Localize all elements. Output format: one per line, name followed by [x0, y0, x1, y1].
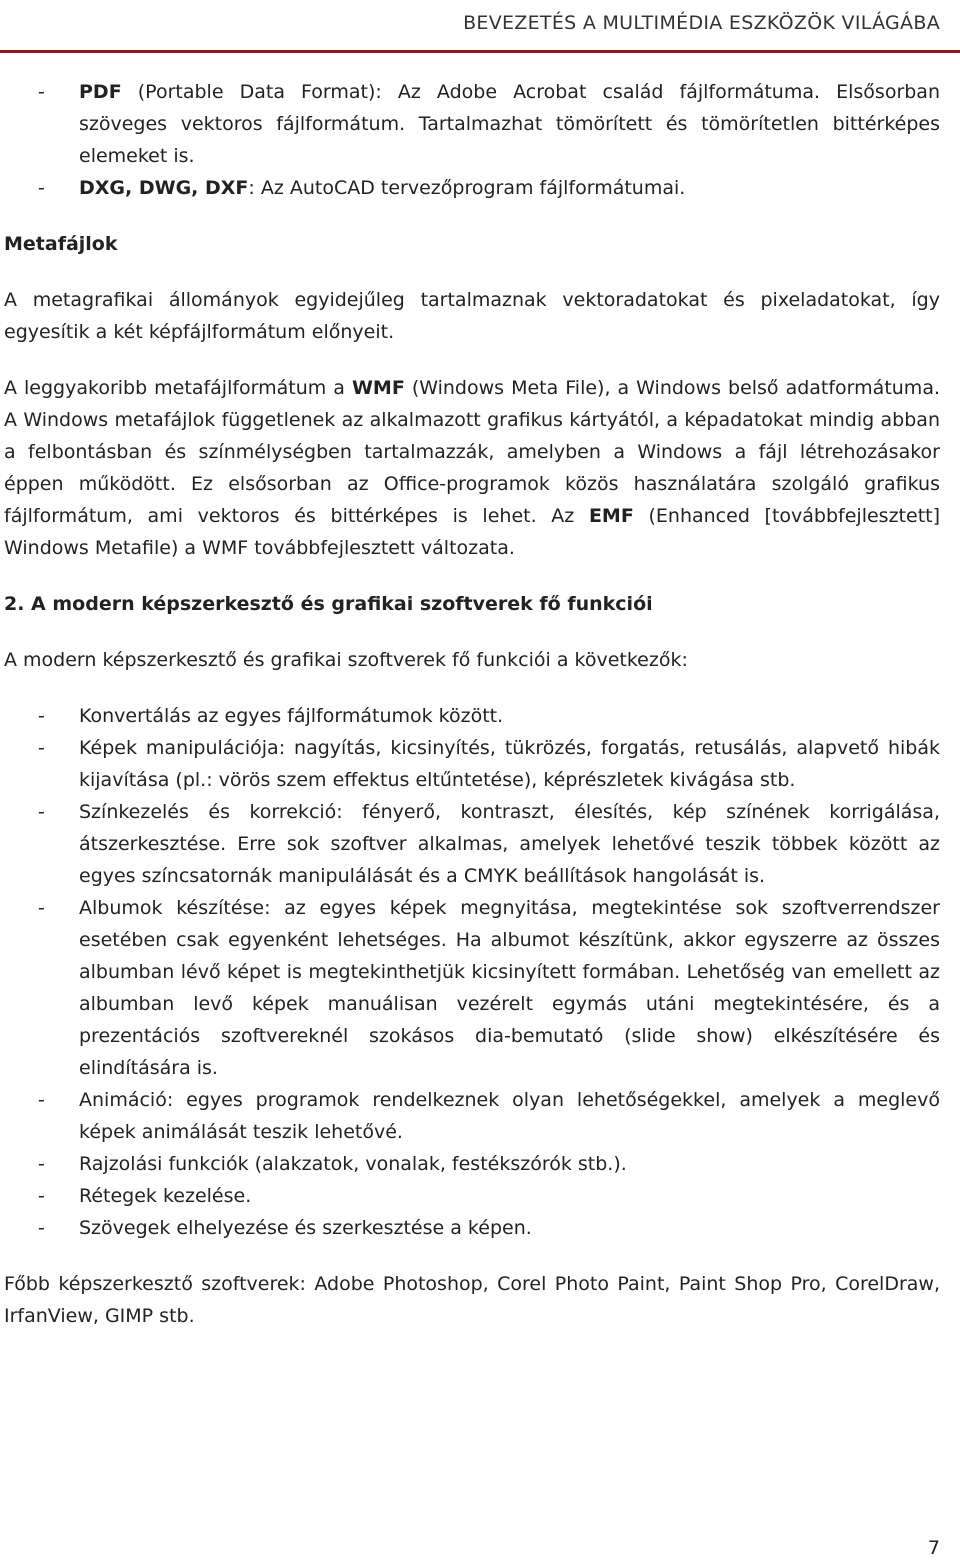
- functions-list: [4, 700, 940, 1244]
- list-item-term: PDF: [79, 81, 122, 103]
- page-content: [4, 76, 940, 1332]
- closing-paragraph: Főbb képszerkesztő szoftverek: Adobe Photoshop, Corel Photo Paint, Paint Shop Pro, CorelDraw, IrfanView, GIMP stb.: [4, 1273, 940, 1327]
- list-item-text: (Portable Data Format): Az Adobe Acrobat család fájlformátuma. Elsősorban szöveges vektoros fájlformátum. Tartalmazhat tömörített és tömörítetlen bittérképes elemeket is.: [79, 81, 940, 167]
- format-list: [4, 76, 940, 204]
- list-item: [4, 172, 940, 204]
- paragraph-text: (Enhanced [továbbfejlesztett] Windows Metafile) a WMF továbbfejlesztett változata.: [4, 505, 940, 559]
- list-item: - Színkezelés és korrekció: fényerő, kontraszt, élesítés, kép színének korrigálása, átszerkesztése. Erre sok szoftver alkalmas, amelyek lehetővé teszik többek között az egyes színcsatornák manipulálását és a CMYK beállítások hangolását is.: [4, 796, 940, 892]
- list-item: - Rétegek kezelése.: [4, 1180, 940, 1212]
- list-item-term: DXG, DWG, DXF: [79, 177, 249, 199]
- header-rule: [0, 50, 960, 53]
- list-item: - Konvertálás az egyes fájlformátumok között.: [4, 700, 940, 732]
- section-intro: A modern képszerkesztő és grafikai szoftverek fő funkciói a következők:: [4, 649, 688, 671]
- list-item-text: : Az AutoCAD tervezőprogram fájlformátumai.: [248, 177, 686, 199]
- list-item: - Animáció: egyes programok rendelkeznek olyan lehetőségekkel, amelyek a meglevő képek animálását teszik lehetővé.: [4, 1084, 940, 1148]
- metafajlok-paragraph-2: [4, 372, 940, 564]
- list-item: - Szövegek elhelyezése és szerkesztése a képen.: [4, 1212, 940, 1244]
- list-item: [4, 76, 940, 172]
- list-item: - Albumok készítése: az egyes képek megnyitása, megtekintése sok szoftverrendszer esetében csak egyenként lehetséges. Ha albumot készítünk, akkor egyszerre az összes albumban lévő képet is megtekinthetjük kicsinyített formában. Lehetőség van emellett az albumban levő képek manuálisan vezérelt egymás utáni megtekintésére, és a prezentációs szoftvereknél szokásos dia-bemutató (slide show) elkészítésére és elindítására is.: [4, 892, 940, 1084]
- paragraph-text: (Windows Meta File), a Windows belső adatformátuma. A Windows metafájlok függetlenek az alkalmazott grafikus kártyától, a képadatokat mindig abban a felbontásban és színmélységben tartalmazzák, amelyben a Windows a fájl létrehozásakor éppen működött. Ez elsősorban az Office-programok közös használatára szolgáló grafikus fájlformátum, ami vektoros és bittérképes is lehet. Az: [4, 377, 940, 527]
- running-header-title: BEVEZETÉS A MULTIMÉDIA ESZKÖZÖK VILÁGÁBA: [463, 12, 940, 34]
- list-item: - Képek manipulációja: nagyítás, kicsinyítés, tükrözés, forgatás, retusálás, alapvető hibák kijavítása (pl.: vörös szem effektus eltűntetése), képrészletek kivágása stb.: [4, 732, 940, 796]
- paragraph-text: A leggyakoribb metafájlformátum a: [4, 377, 352, 399]
- metafajlok-heading: Metafájlok: [4, 233, 118, 255]
- section-heading: 2. A modern képszerkesztő és grafikai szoftverek fő funkciói: [4, 593, 653, 615]
- page-number: 7: [927, 1537, 940, 1559]
- list-item: - Rajzolási funkciók (alakzatok, vonalak, festékszórók stb.).: [4, 1148, 940, 1180]
- metafajlok-paragraph-1: A metagrafikai állományok egyidejűleg tartalmaznak vektoradatokat és pixeladatokat, így egyesítik a két képfájlformátum előnyeit.: [4, 289, 940, 343]
- emf-term: EMF: [588, 505, 634, 527]
- wmf-term: WMF: [351, 377, 405, 399]
